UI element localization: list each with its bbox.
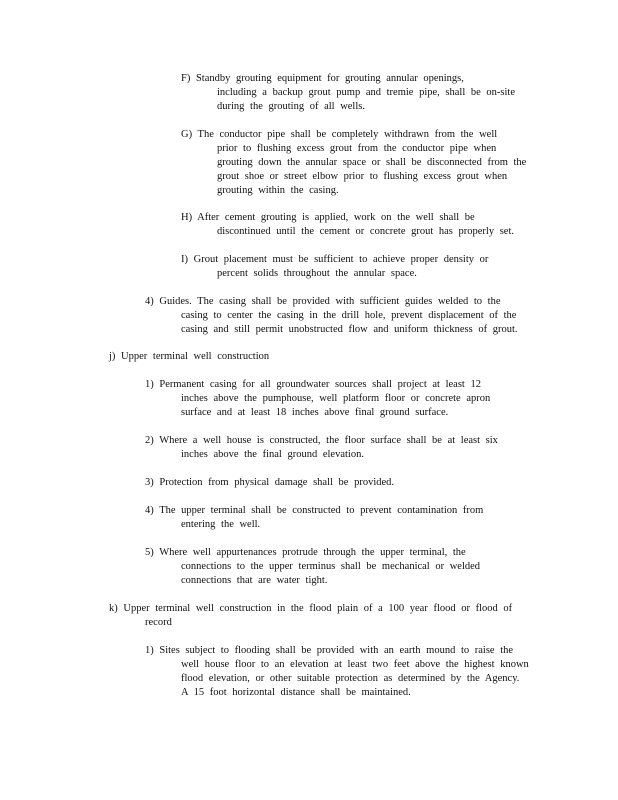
item-marker: 1) <box>145 645 154 656</box>
item-text: Standby grouting equipment for grouting annular openings, <box>195 73 464 84</box>
section-title: Upper terminal well construction in the flood plain of a 100 year flood or flood of <box>123 603 513 614</box>
item-marker: G) <box>181 129 193 140</box>
item-text: Where a well house is constructed, the floor surface shall be at least six <box>159 435 498 446</box>
section-k-heading <box>109 602 519 630</box>
item-marker: 4) <box>145 296 154 307</box>
item-marker: F) <box>181 73 191 84</box>
item-text: Protection from physical damage shall be provided. <box>159 477 395 488</box>
item-text: including a backup grout pump and tremie pipe, shall be on-site <box>217 87 515 98</box>
section-marker: k) <box>109 603 118 614</box>
item-text: Permanent casing for all groundwater sources shall project at least 12 <box>159 379 481 390</box>
item-text: surface and at least 18 inches above final ground surface. <box>181 407 449 418</box>
item-g-conductor-pipe <box>181 128 537 198</box>
item-text: Where well appurtenances protrude through the upper terminal, the <box>159 547 466 558</box>
item-text: After cement grouting is applied, work on the well shall be <box>197 212 475 223</box>
item-marker: 2) <box>145 435 154 446</box>
item-text: A 15 foot horizontal distance shall be maintained. <box>181 687 411 698</box>
section-j-heading <box>109 350 269 364</box>
item-text: Guides. The casing shall be provided with sufficient guides welded to the <box>159 296 501 307</box>
item-j2-well-house <box>145 434 505 462</box>
item-text: prior to flushing excess grout from the conductor pipe when <box>217 143 497 154</box>
item-marker: 3) <box>145 477 154 488</box>
item-h-after-grouting <box>181 211 526 239</box>
item-text: Sites subject to flooding shall be provided with an earth mound to raise the <box>159 645 514 656</box>
item-text: percent solids throughout the annular space. <box>217 268 417 279</box>
item-marker: 4) <box>145 505 154 516</box>
item-marker: H) <box>181 212 193 223</box>
item-k1-flooding-sites <box>145 644 531 700</box>
item-text: casing and still permit unobstructed flow and uniform thickness of grout. <box>181 324 518 335</box>
item-j5-appurtenances <box>145 546 490 588</box>
item-j1-permanent-casing <box>145 378 505 420</box>
item-f-standby-grouting <box>181 72 521 114</box>
item-text: inches above the pumphouse, well platform floor or concrete apron <box>181 393 491 404</box>
item-text: flood elevation, or other suitable protection as determined by the Agency. <box>181 673 520 684</box>
item-j3-protection <box>145 476 394 490</box>
item-text: casing to center the casing in the drill hole, prevent displacement of the <box>181 310 517 321</box>
item-4-guides <box>145 295 529 337</box>
item-text: well house floor to an elevation at least two feet above the highest known <box>181 659 529 670</box>
item-text: grouting down the annular space or shall be disconnected from the <box>217 157 527 168</box>
item-text: grout shoe or street elbow prior to flushing excess grout when <box>217 171 508 182</box>
item-text: The conductor pipe shall be completely withdrawn from the well <box>197 129 498 140</box>
item-text: connections that are water tight. <box>181 575 328 586</box>
section-marker: j) <box>109 351 116 362</box>
item-marker: I) <box>181 254 188 265</box>
item-text: Grout placement must be sufficient to achieve proper density or <box>193 254 489 265</box>
item-text: inches above the final ground elevation. <box>181 449 364 460</box>
item-text: connections to the upper terminus shall be mechanical or welded <box>181 561 481 572</box>
item-text: during the grouting of all wells. <box>217 101 365 112</box>
item-i-grout-placement <box>181 253 501 281</box>
item-text: The upper terminal shall be constructed to prevent contamination from <box>159 505 484 516</box>
item-text: entering the well. <box>181 519 261 530</box>
item-marker: 1) <box>145 379 154 390</box>
item-j4-upper-terminal <box>145 504 495 532</box>
item-marker: 5) <box>145 547 154 558</box>
item-text: discontinued until the cement or concrete grout has properly set. <box>217 226 515 237</box>
item-text: grouting within the casing. <box>217 185 339 196</box>
section-title: Upper terminal well construction <box>121 351 270 362</box>
section-title: record <box>145 617 172 628</box>
